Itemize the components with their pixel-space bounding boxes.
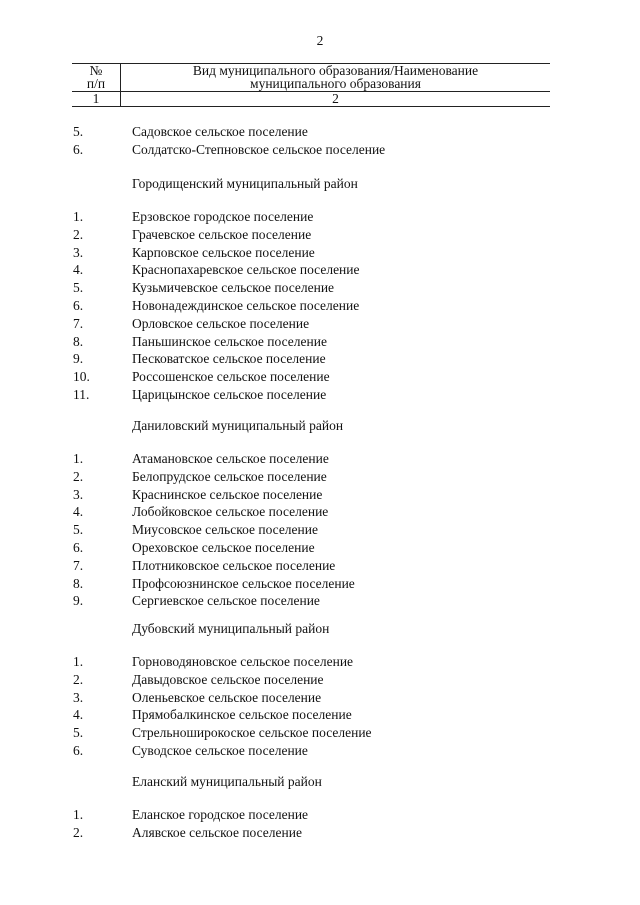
item-name: Плотниковское сельское поселение (132, 557, 336, 573)
list-item (0, 244, 640, 262)
item-number: 7. (73, 315, 84, 331)
list-item (0, 297, 640, 315)
item-number: 9. (73, 593, 84, 609)
item-name: Краснопахаревское сельское поселение (132, 262, 360, 278)
page-number: 2 (316, 33, 324, 48)
item-number: 5. (73, 725, 84, 741)
item-number: 4. (73, 707, 84, 723)
item-name: Царицынское сельское поселение (132, 387, 327, 402)
list-item (0, 521, 640, 539)
list-item (0, 539, 640, 557)
list-item (0, 486, 640, 504)
list-item (0, 557, 640, 575)
list-item (0, 689, 640, 707)
list-item (0, 450, 640, 468)
item-name: Миусовское сельское поселение (132, 522, 318, 538)
item-name: Паньшинское сельское поселение (132, 333, 327, 349)
item-number: 3. (73, 486, 84, 502)
list-item (0, 503, 640, 521)
item-number: 1. (73, 209, 84, 224)
item-name: Кузьмичевское сельское поселение (132, 280, 335, 296)
item-number: 2. (73, 226, 84, 242)
list-item (0, 575, 640, 593)
list-item (0, 333, 640, 351)
item-name: Краснинское сельское поселение (132, 486, 323, 502)
item-name: Алявское сельское поселение (132, 824, 302, 840)
item-name: Белопрудское сельское поселение (132, 468, 327, 484)
item-name: Горноводяновское сельское поселение (132, 654, 354, 669)
list-item (0, 226, 640, 244)
item-number: 9. (73, 351, 84, 367)
header-col1-line2: п/п (86, 76, 106, 91)
item-name: Россошенское сельское поселение (132, 369, 330, 385)
item-number: 6. (73, 540, 84, 555)
list-item (0, 123, 640, 141)
item-number: 2. (73, 671, 84, 687)
item-number: 5. (73, 280, 84, 296)
item-name: Новонадеждинское сельское поселение (132, 298, 360, 313)
item-number: 2. (73, 468, 84, 484)
table-header (72, 63, 550, 107)
item-number: 3. (73, 244, 84, 260)
list-item (0, 706, 640, 724)
item-name: Ерзовское городское поселение (132, 209, 314, 224)
item-name: Стрельноширокоское сельское поселение (132, 725, 372, 741)
item-number: 8. (73, 333, 84, 349)
header-col2-line2: муниципального образования (250, 76, 421, 91)
header-col1-line1: № (89, 63, 103, 78)
list-item (0, 261, 640, 279)
list-item (0, 368, 640, 386)
item-name: Карповское сельское поселение (132, 244, 315, 260)
list-item (0, 279, 640, 297)
list-item (0, 592, 640, 610)
item-name: Атамановское сельское поселение (132, 451, 329, 466)
item-number: 8. (73, 575, 84, 591)
district-heading: Дубовский муниципальный район (132, 621, 330, 636)
list-item (0, 468, 640, 486)
list-item (0, 824, 640, 842)
header-col2-index: 2 (332, 91, 339, 106)
item-number: 1. (73, 654, 84, 669)
item-name: Грачевское сельское поселение (132, 226, 312, 242)
list-item (0, 141, 640, 159)
list-item (0, 653, 640, 671)
item-number: 2. (73, 824, 84, 840)
item-number: 11. (73, 387, 90, 402)
item-number: 6. (73, 743, 84, 758)
item-number: 1. (73, 807, 84, 822)
header-col2-line1: Вид муниципального образования/Наименование (192, 63, 479, 78)
district-heading: Еланский муниципальный район (132, 774, 322, 789)
item-name: Песковатское сельское поселение (132, 351, 326, 367)
list-item (0, 742, 640, 760)
item-name: Ореховское сельское поселение (132, 540, 315, 555)
item-name: Садовское сельское поселение (132, 124, 308, 139)
item-number: 1. (73, 451, 84, 466)
district-heading: Даниловский муниципальный район (132, 418, 344, 433)
item-name: Прямобалкинское сельское поселение (132, 707, 352, 723)
list-item (0, 806, 640, 824)
item-name: Профсоюзнинское сельское поселение (132, 575, 355, 591)
item-number: 6. (73, 141, 84, 157)
item-number: 4. (73, 504, 84, 520)
item-number: 10. (73, 369, 90, 385)
list-item (0, 724, 640, 742)
item-name: Суводское сельское поселение (132, 743, 308, 758)
list-item (0, 208, 640, 226)
header-col1-index: 1 (92, 91, 100, 106)
item-name: Сергиевское сельское поселение (132, 593, 320, 609)
item-number: 4. (73, 262, 84, 278)
item-name: Оленьевское сельское поселение (132, 689, 322, 705)
list-item (0, 315, 640, 333)
item-name: Лобойковское сельское поселение (132, 504, 329, 520)
item-number: 7. (73, 557, 84, 573)
item-name: Солдатско-Степновское сельское поселение (132, 141, 386, 157)
item-name: Еланское городское поселение (132, 807, 309, 822)
item-number: 3. (73, 689, 84, 705)
list-item (0, 350, 640, 368)
item-number: 6. (73, 298, 84, 313)
item-name: Орловское сельское поселение (132, 315, 310, 331)
list-item (0, 671, 640, 689)
header-bottom-rule (72, 106, 550, 107)
item-number: 5. (73, 522, 84, 538)
district-heading: Городищенский муниципальный район (132, 176, 358, 191)
list-item (0, 386, 640, 404)
item-name: Давыдовское сельское поселение (132, 671, 324, 687)
item-number: 5. (73, 124, 84, 139)
